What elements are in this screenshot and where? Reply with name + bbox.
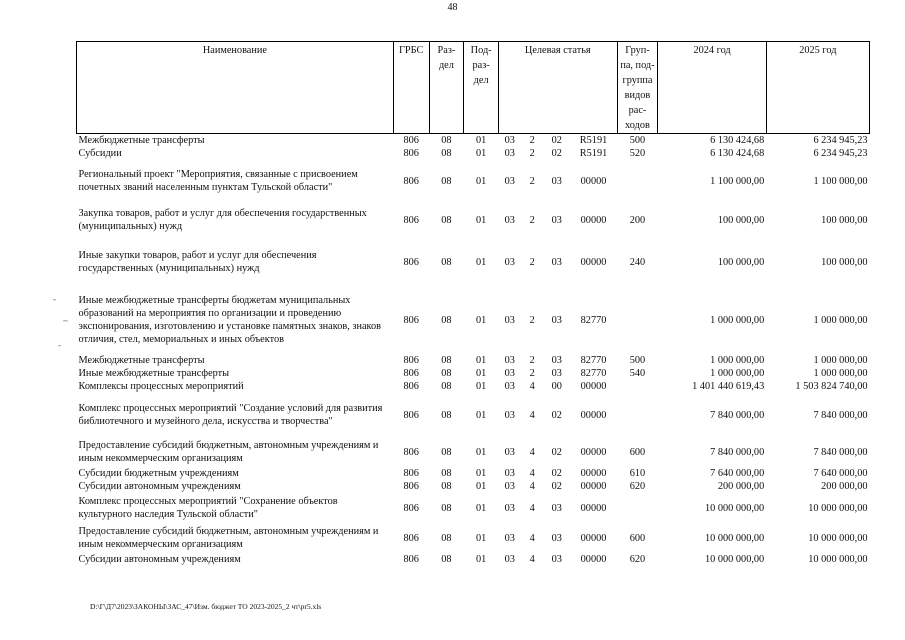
cell-razdel: 08 (441, 175, 452, 187)
cell-name: Субсидии бюджетным учреждениям (78, 468, 239, 479)
cell-grbs: 806 (403, 368, 419, 379)
cell-amount-2024: 6 130 424,68 (710, 135, 765, 146)
cell-expense-group: 620 (629, 554, 646, 565)
cell-grbs: 806 (403, 481, 419, 492)
cell-amount-2025: 10 000 000,00 (808, 554, 868, 565)
cell-name: Комплекс процессных мероприятий "Сохранение объектов культурного наследия Тульской области" (78, 496, 338, 520)
cell-amount-2025: 1 000 000,00 (813, 314, 868, 326)
cell-target-direction: 00000 (580, 468, 607, 479)
cell-grbs: 806 (403, 175, 419, 187)
cell-expense-group (617, 286, 658, 354)
margin-mark: ~ (63, 316, 68, 326)
table-row (77, 467, 870, 480)
table-row (77, 523, 870, 553)
cell-amount-2024: 1 000 000,00 (710, 314, 765, 326)
table-header-row (77, 42, 870, 134)
cell-podrazdel: 01 (476, 214, 487, 226)
cell-razdel: 08 (441, 532, 452, 544)
cell-grbs: 806 (403, 409, 419, 421)
cell-target-program: 03 (504, 148, 515, 159)
cell-amount-2024: 100 000,00 (717, 256, 765, 268)
cell-target-type: 2 (529, 355, 535, 366)
cell-target-direction: 00000 (580, 381, 607, 392)
header-grbs: ГРБС (393, 42, 429, 134)
cell-target-program: 03 (504, 409, 515, 421)
cell-target-subprogram: 02 (551, 468, 562, 479)
cell-expense-group: 520 (629, 148, 646, 159)
cell-target-program: 03 (504, 368, 515, 379)
cell-podrazdel: 01 (476, 554, 487, 565)
cell-target-program: 03 (504, 502, 515, 514)
cell-podrazdel: 01 (476, 468, 487, 479)
cell-target-subprogram: 03 (551, 256, 562, 268)
cell-amount-2025: 200 000,00 (821, 481, 868, 492)
cell-amount-2024: 7 840 000,00 (710, 446, 765, 458)
cell-podrazdel: 01 (476, 355, 487, 366)
cell-amount-2024: 10 000 000,00 (705, 532, 765, 544)
cell-target-type: 2 (529, 314, 535, 326)
cell-razdel: 08 (441, 368, 452, 379)
cell-razdel: 08 (441, 314, 452, 326)
cell-amount-2025: 10 000 000,00 (808, 502, 868, 514)
cell-expense-group: 600 (629, 446, 646, 458)
cell-podrazdel: 01 (476, 148, 487, 159)
cell-target-subprogram: 00 (551, 381, 562, 392)
cell-name: Комплекс процессных мероприятий "Создание условий для развития библиотечного и музейного дела, искусства и творчества" (78, 403, 383, 427)
cell-razdel: 08 (441, 135, 452, 146)
cell-razdel: 08 (441, 468, 452, 479)
cell-grbs: 806 (403, 256, 419, 268)
cell-target-type: 2 (529, 175, 535, 187)
cell-name: Предоставление субсидий бюджетным, автономным учреждениям и иным некоммерческим организациям (78, 526, 379, 550)
cell-amount-2024: 6 130 424,68 (710, 148, 765, 159)
table-row (77, 480, 870, 493)
cell-target-direction: 82770 (580, 355, 607, 366)
cell-grbs: 806 (403, 532, 419, 544)
cell-target-subprogram: 02 (551, 409, 562, 421)
cell-name: Межбюджетные трансферты (78, 355, 205, 366)
cell-target-direction: 00000 (580, 214, 607, 226)
cell-expense-group: 200 (629, 214, 646, 226)
page-number: 48 (447, 2, 458, 13)
cell-target-type: 4 (529, 481, 535, 492)
cell-amount-2024: 1 401 440 619,43 (692, 381, 765, 392)
cell-target-direction: 00000 (580, 481, 607, 492)
cell-target-subprogram: 03 (551, 314, 562, 326)
cell-expense-group: 500 (629, 135, 646, 146)
header-podrazdel: Под- раз- дел (464, 42, 499, 134)
table-row (77, 367, 870, 380)
cell-amount-2025: 100 000,00 (821, 256, 868, 268)
cell-target-type: 2 (529, 368, 535, 379)
header-expense-group: Груп- па, под- группа видов рас- ходов (617, 42, 658, 134)
cell-target-program: 03 (504, 135, 515, 146)
table-row (77, 354, 870, 367)
cell-target-subprogram: 02 (551, 148, 562, 159)
cell-amount-2024: 100 000,00 (717, 214, 765, 226)
cell-podrazdel: 01 (476, 446, 487, 458)
header-target-article: Целевая статья (499, 42, 618, 134)
cell-name: Иные межбюджетные трансферты (78, 368, 230, 379)
header-name: Наименование (77, 42, 394, 134)
table-row (77, 393, 870, 437)
cell-razdel: 08 (441, 214, 452, 226)
cell-amount-2024: 7 840 000,00 (710, 409, 765, 421)
cell-target-type: 4 (529, 468, 535, 479)
cell-amount-2025: 7 840 000,00 (813, 409, 868, 421)
cell-amount-2024: 1 100 000,00 (710, 175, 765, 187)
cell-expense-group: 240 (629, 256, 646, 268)
table-row (77, 202, 870, 238)
header-razdel: Раз- дел (429, 42, 464, 134)
cell-amount-2024: 1 000 000,00 (710, 355, 765, 366)
cell-expense-group (617, 380, 658, 393)
cell-target-direction: 82770 (580, 314, 607, 326)
cell-amount-2025: 1 000 000,00 (813, 355, 868, 366)
cell-target-subprogram: 03 (551, 368, 562, 379)
table-row (77, 553, 870, 566)
cell-grbs: 806 (403, 446, 419, 458)
cell-podrazdel: 01 (476, 502, 487, 514)
cell-amount-2024: 10 000 000,00 (705, 554, 765, 565)
cell-name: Закупка товаров, работ и услуг для обеспечения государственных (муниципальных) нужд (78, 208, 367, 232)
cell-amount-2025: 6 234 945,23 (813, 135, 868, 146)
header-year-2025: 2025 год (766, 42, 869, 134)
cell-amount-2024: 7 640 000,00 (710, 468, 765, 479)
cell-target-program: 03 (504, 175, 515, 187)
cell-expense-group (617, 393, 658, 437)
cell-expense-group (617, 493, 658, 523)
cell-amount-2024: 10 000 000,00 (705, 502, 765, 514)
cell-name: Межбюджетные трансферты (78, 135, 205, 146)
cell-target-subprogram: 02 (551, 446, 562, 458)
cell-name: Субсидии автономным учреждениям (78, 554, 241, 565)
cell-target-subprogram: 03 (551, 554, 562, 565)
cell-amount-2025: 7 840 000,00 (813, 446, 868, 458)
cell-target-direction: 00000 (580, 446, 607, 458)
cell-target-program: 03 (504, 554, 515, 565)
cell-razdel: 08 (441, 355, 452, 366)
cell-target-direction: R5191 (579, 135, 608, 146)
cell-expense-group: 610 (629, 468, 646, 479)
cell-target-type: 4 (529, 502, 535, 514)
cell-name: Субсидии автономным учреждениям (78, 481, 241, 492)
header-year-2024: 2024 год (658, 42, 766, 134)
cell-razdel: 08 (441, 446, 452, 458)
cell-podrazdel: 01 (476, 368, 487, 379)
cell-target-direction: 00000 (580, 554, 607, 565)
cell-target-direction: R5191 (579, 148, 608, 159)
cell-target-type: 4 (529, 409, 535, 421)
cell-grbs: 806 (403, 355, 419, 366)
cell-expense-group: 600 (629, 532, 646, 544)
cell-grbs: 806 (403, 554, 419, 565)
cell-name: Иные межбюджетные трансферты бюджетам муниципальных образований на мероприятия по организации и проведению экспонирования, изготовлению и установке памятных знаков, знаков отличия, стел, мемориальных и иных объектов (78, 295, 382, 345)
cell-razdel: 08 (441, 554, 452, 565)
cell-podrazdel: 01 (476, 409, 487, 421)
cell-amount-2025: 7 640 000,00 (813, 468, 868, 479)
cell-target-type: 4 (529, 554, 535, 565)
cell-target-subprogram: 03 (551, 355, 562, 366)
cell-grbs: 806 (403, 381, 419, 392)
table-row (77, 160, 870, 202)
cell-podrazdel: 01 (476, 381, 487, 392)
table-row (77, 238, 870, 286)
table-row (77, 147, 870, 160)
budget-table (76, 41, 870, 566)
cell-razdel: 08 (441, 481, 452, 492)
cell-podrazdel: 01 (476, 135, 487, 146)
cell-target-subprogram: 03 (551, 532, 562, 544)
cell-target-program: 03 (504, 381, 515, 392)
cell-amount-2025: 1 100 000,00 (813, 175, 868, 187)
cell-razdel: 08 (441, 409, 452, 421)
cell-target-type: 2 (529, 214, 535, 226)
margin-mark: - (53, 294, 56, 304)
cell-target-type: 2 (529, 135, 535, 146)
cell-name: Субсидии (78, 148, 122, 159)
cell-target-subprogram: 02 (551, 135, 562, 146)
cell-podrazdel: 01 (476, 532, 487, 544)
cell-amount-2025: 6 234 945,23 (813, 148, 868, 159)
cell-amount-2025: 1 503 824 740,00 (795, 381, 868, 392)
cell-grbs: 806 (403, 502, 419, 514)
cell-target-type: 2 (529, 256, 535, 268)
cell-grbs: 806 (403, 468, 419, 479)
cell-target-program: 03 (504, 355, 515, 366)
cell-target-program: 03 (504, 532, 515, 544)
cell-target-type: 4 (529, 446, 535, 458)
cell-expense-group: 500 (629, 355, 646, 366)
cell-podrazdel: 01 (476, 314, 487, 326)
cell-target-type: 4 (529, 532, 535, 544)
table-body (77, 134, 870, 567)
cell-podrazdel: 01 (476, 481, 487, 492)
cell-target-program: 03 (504, 256, 515, 268)
table-row (77, 134, 870, 148)
cell-name: Региональный проект "Мероприятия, связанные с присвоением почетных званий населенным пунктам Тульской области" (78, 169, 358, 193)
cell-target-subprogram: 03 (551, 175, 562, 187)
cell-amount-2025: 100 000,00 (821, 214, 868, 226)
cell-target-direction: 00000 (580, 502, 607, 514)
cell-expense-group: 620 (629, 481, 646, 492)
cell-target-type: 4 (529, 381, 535, 392)
cell-razdel: 08 (441, 148, 452, 159)
cell-grbs: 806 (403, 214, 419, 226)
cell-target-program: 03 (504, 214, 515, 226)
cell-target-subprogram: 02 (551, 481, 562, 492)
cell-target-program: 03 (504, 314, 515, 326)
cell-amount-2024: 200 000,00 (717, 481, 765, 492)
cell-razdel: 08 (441, 381, 452, 392)
cell-name: Иные закупки товаров, работ и услуг для обеспечения государственных (муниципальных) нужд (78, 250, 317, 274)
cell-podrazdel: 01 (476, 256, 487, 268)
margin-mark: - (58, 340, 61, 350)
cell-amount-2025: 1 000 000,00 (813, 368, 868, 379)
cell-target-subprogram: 03 (551, 502, 562, 514)
cell-amount-2025: 10 000 000,00 (808, 532, 868, 544)
cell-amount-2024: 1 000 000,00 (710, 368, 765, 379)
cell-expense-group: 540 (629, 368, 646, 379)
cell-razdel: 08 (441, 256, 452, 268)
cell-grbs: 806 (403, 148, 419, 159)
cell-grbs: 806 (403, 135, 419, 146)
cell-target-direction: 00000 (580, 409, 607, 421)
cell-expense-group (617, 160, 658, 202)
file-path-footer: D:\Г\Д7\2023\ЗАКОНЫ\ЗАС_47\Изм. бюджет ТО 2023-2025_2 чт\pr5.xls (90, 602, 322, 611)
cell-target-direction: 00000 (580, 532, 607, 544)
cell-target-direction: 00000 (580, 175, 607, 187)
cell-razdel: 08 (441, 502, 452, 514)
cell-target-program: 03 (504, 481, 515, 492)
table-row (77, 380, 870, 393)
cell-target-direction: 00000 (580, 256, 607, 268)
cell-target-program: 03 (504, 468, 515, 479)
table-row (77, 493, 870, 523)
cell-target-direction: 82770 (580, 368, 607, 379)
cell-name: Предоставление субсидий бюджетным, автономным учреждениям и иным некоммерческим организациям (78, 440, 379, 464)
cell-target-subprogram: 03 (551, 214, 562, 226)
cell-grbs: 806 (403, 314, 419, 326)
cell-name: Комплексы процессных мероприятий (78, 381, 244, 392)
table-row (77, 286, 870, 354)
table-row (77, 437, 870, 467)
cell-target-program: 03 (504, 446, 515, 458)
cell-podrazdel: 01 (476, 175, 487, 187)
cell-target-type: 2 (529, 148, 535, 159)
